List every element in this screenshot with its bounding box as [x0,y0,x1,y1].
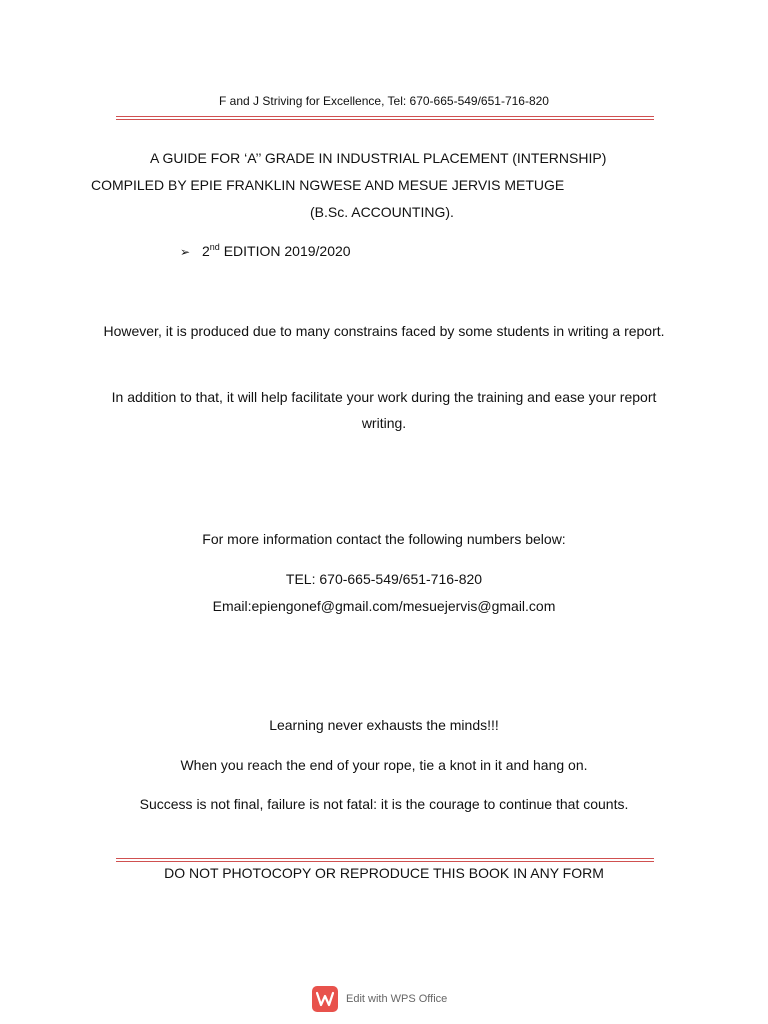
contact-intro: For more information contact the following numbers below: [202,531,566,547]
footer-divider [116,858,654,862]
page-header: F and J Striving for Excellence, Tel: 670-665-549/651-716-820 [219,94,549,108]
document-degree: (B.Sc. ACCOUNTING). [310,204,454,220]
edition-text: EDITION 2019/2020 [219,243,351,259]
arrow-bullet-icon: ➢ [180,245,191,259]
contact-tel: TEL: 670-665-549/651-716-820 [285,571,483,587]
quote-1: Learning never exhausts the minds!!! [269,717,499,733]
edition-number: 2 [202,243,210,259]
intro-paragraph-1-text: However, it is produced due to many constrains faced by some students in writing a report. [103,323,665,339]
document-title: A GUIDE FOR ‘A’’ GRADE IN INDUSTRIAL PLACEMENT (INTERNSHIP) [150,150,607,166]
edition-line [180,242,351,259]
wps-logo-icon [312,986,338,1012]
header-divider [116,116,654,120]
edit-with-wps-button[interactable] [312,986,447,1012]
intro-paragraph-1 [0,318,768,344]
edition-ordinal: nd [209,242,220,252]
document-authors: COMPILED BY EPIE FRANKLIN NGWESE AND MESUE JERVIS METUGE [91,177,565,193]
contact-email: Email:epiengonef@gmail.com/mesuejervis@gmail.com [212,598,556,614]
intro-paragraph-2 [0,384,768,436]
copyright-warning: DO NOT PHOTOCOPY OR REPRODUCE THIS BOOK IN ANY FORM [164,865,604,881]
quote-2: When you reach the end of your rope, tie a knot in it and hang on. [180,757,588,773]
intro-paragraph-2-text: In addition to that, it will help facilitate your work during the training and ease your report writing. [111,389,657,431]
wps-label: Edit with WPS Office [346,993,448,1005]
quote-3: Success is not final, failure is not fatal: it is the courage to continue that counts. [139,796,629,812]
